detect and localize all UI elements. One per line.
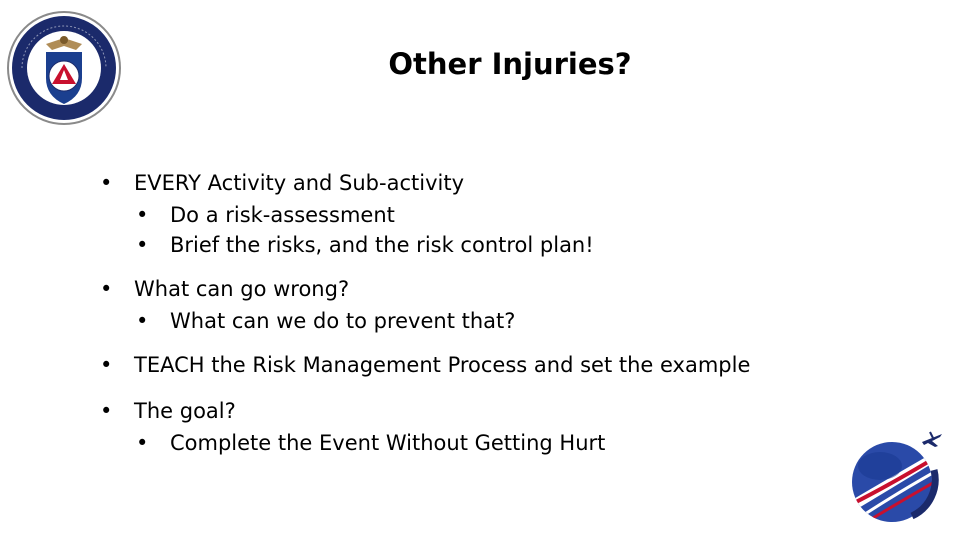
bullet-marker: • bbox=[136, 203, 149, 227]
bullet-item bbox=[96, 394, 916, 458]
sub-bullet-list bbox=[134, 428, 916, 458]
bullet-text: The goal? bbox=[134, 399, 236, 423]
sub-bullet-item bbox=[134, 200, 916, 230]
sub-bullet-item bbox=[134, 230, 916, 260]
bullet-item bbox=[96, 272, 916, 336]
sub-bullet-list bbox=[134, 200, 916, 260]
sub-bullet-text: Do a risk-assessment bbox=[170, 203, 395, 227]
sub-bullet-item bbox=[134, 306, 916, 336]
slide-title: Other Injuries? bbox=[388, 47, 632, 81]
bullet-text: EVERY Activity and Sub-activity bbox=[134, 171, 465, 195]
bullet-marker: • bbox=[100, 353, 113, 377]
sub-bullet-list bbox=[134, 306, 916, 336]
bullet-marker: • bbox=[136, 431, 149, 455]
sustaining-excellence-globe-icon bbox=[846, 430, 950, 536]
sub-bullet-text: Complete the Event Without Getting Hurt bbox=[170, 431, 606, 455]
bullet-marker: • bbox=[100, 171, 113, 195]
bullet-text: TEACH the Risk Management Process and set the example bbox=[134, 353, 751, 377]
bullet-item bbox=[96, 348, 916, 382]
bullet-text: What can go wrong? bbox=[134, 277, 350, 301]
bullet-list bbox=[96, 166, 916, 458]
sub-bullet-text: What can we do to prevent that? bbox=[170, 309, 516, 333]
sub-bullet-item bbox=[134, 428, 916, 458]
bullet-marker: • bbox=[100, 399, 113, 423]
bullet-marker: • bbox=[136, 309, 149, 333]
bullet-item bbox=[96, 166, 916, 260]
bullet-marker: • bbox=[100, 277, 113, 301]
bullet-marker: • bbox=[136, 233, 149, 257]
sub-bullet-text: Brief the risks, and the risk control plan! bbox=[170, 233, 594, 257]
civil-air-patrol-seal-icon bbox=[6, 10, 122, 126]
